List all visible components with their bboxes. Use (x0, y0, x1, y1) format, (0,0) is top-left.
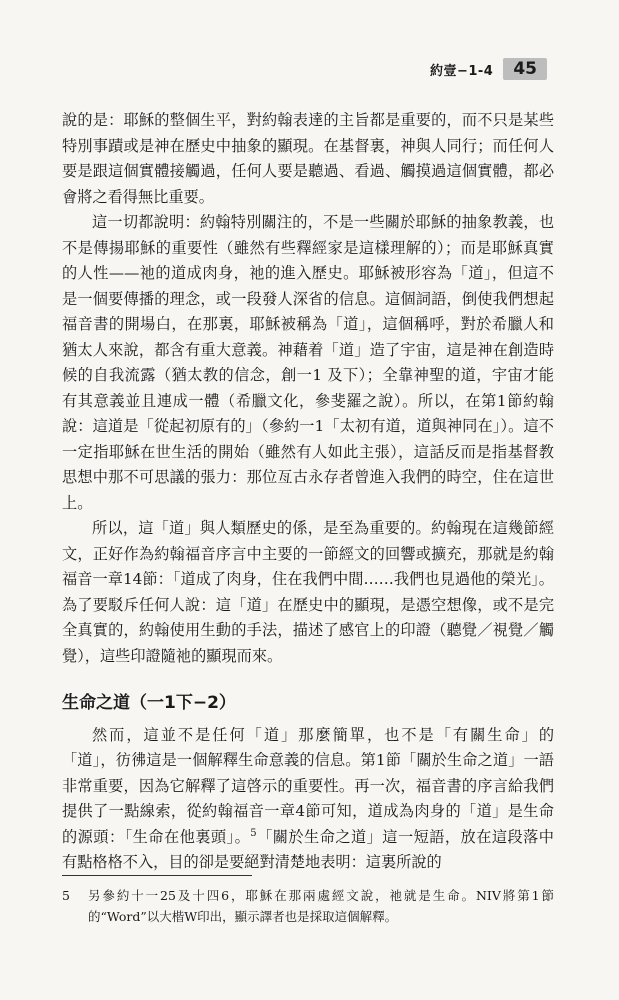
paragraph-4 (62, 723, 554, 876)
footnote-number: 5 (62, 888, 70, 903)
running-head: 約壹−1-4 (429, 63, 494, 79)
footnote-divider (62, 875, 252, 876)
page-header (430, 58, 547, 80)
page-number: 45 (503, 58, 547, 80)
paragraph-3: 所以，這「道」與人類歷史的係，是至為重要的。約翰現在這幾節經文，正好作為約翰福音序言中主要的一節經文的回響或擴充，那就是約翰福音一章14節：「道成了肉身，住在我們中間……我們也見過他的榮光」。為了要駁斥任何人說：這「道」在歷史中的顯現，是憑空想像，或不是完全真實的，約翰使用生動的手法，描述了感官上的印證（聽覺／視覺／觸覺），這些印證隨祂的顯現而來。 (62, 519, 554, 665)
paragraph-1: 說的是：耶穌的整個生平，對約翰表達的主旨都是重要的，而不只是某些特別事蹟或是神在歷史中抽象的顯現。在基督裏，神與人同行；而任何人要是跟這個實體接觸過，任何人要是聽過、看過、觸摸過這個實體，都必會將之看得無比重要。 (62, 111, 554, 206)
footnote-reference: 5 (250, 827, 257, 839)
footnote (62, 885, 554, 927)
paragraph-2: 這一切都說明：約翰特別關注的，不是一些關於耶穌的抽象教義，也不是傳揚耶穌的重要性（雖然有些釋經家是這樣理解的）；而是耶穌真實的人性——祂的道成肉身，祂的進入歷史。耶穌被形容為「道」，但這不是一個要傳播的理念，或一段發人深省的信息。這個詞語，倒使我們想起福音書的開場白，在那裏，耶穌被稱為「道」，這個稱呼，對於希臘人和猶太人來說，都含有重大意義。神藉着「道」造了宇宙，這是神在創造時候的自我流露（猶太教的信念，創一1 及下）；全靠神聖的道，宇宙才能有其意義並且連成一體（希臘文化，參斐羅之說）。所以，在第1節約翰說：這道是「從起初原有的」（參約一1「太初有道，道與神同在」）。這不一定指耶穌在世生活的開始（雖然有人如此主張），這話反而是指基督教思想中那不可思議的張力：那位亙古永存者曾進入我們的時空，住在這世上。 (62, 213, 554, 512)
paragraph-4-part-1: 然而，這並不是任何「道」那麼簡單，也不是「有關生命」的「道」，彷彿這是一個解釋生命意義的信息。第1節「關於生命之道」一語非常重要，因為它解釋了這啓示的重要性。再一次，福音書的序言給我們提供了一點線索，從約翰福音一章4節可知，道成為肉身的「道」是生命的源頭：「生命在他裏頭」。 (62, 725, 554, 846)
main-text (62, 108, 554, 876)
footnote-text: 另參約十一25及十四6，耶穌在那兩處經文說，祂就是生命。NIV將第1節的“Word”以大楷W印出，顯示譯者也是採取這個解釋。 (88, 888, 554, 924)
section-heading: 生命之道（一1下−2） (62, 693, 236, 713)
paragraph-4-part-2: 「關於生命之道」這一短語，放在這段落中有點格格不入，目的卻是要絕對清楚地表明：這裏所說的 (62, 827, 554, 871)
